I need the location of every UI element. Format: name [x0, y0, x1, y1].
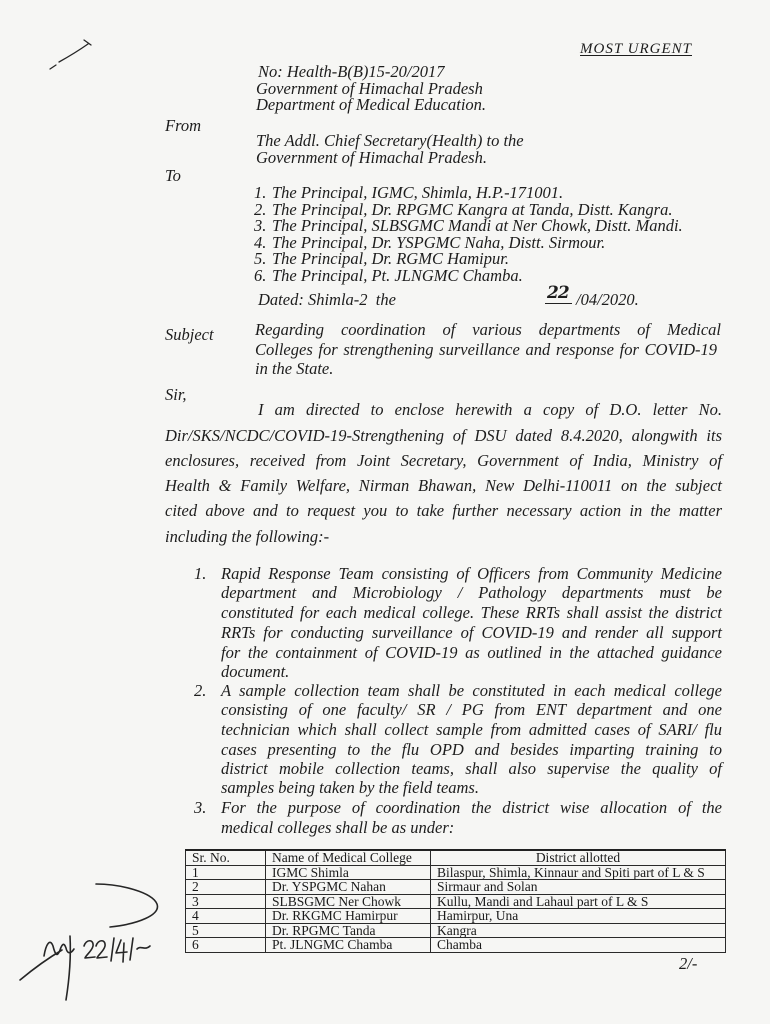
recipient-number: 1.	[254, 183, 267, 202]
subject-label: Subject	[165, 325, 214, 344]
allocation-table	[185, 849, 726, 953]
point-line: Rapid Response Team consisting of Officers from Community Medicine	[221, 564, 722, 583]
point-line: for the containment of COVID-19 as outlined in the attached guidance	[221, 643, 722, 662]
point-line: medical colleges shall be as under:	[221, 818, 455, 837]
point-line: A sample collection team shall be constituted in each medical college	[221, 681, 722, 700]
handwritten-signature	[20, 884, 157, 1000]
cell-district: Kangra	[431, 923, 726, 938]
dated-prefix: Dated: Shimla-2 the	[258, 290, 396, 309]
point-number: 2.	[194, 681, 207, 700]
cell-college: Dr. RKGMC Hamirpur	[266, 909, 431, 924]
recipient-item	[254, 267, 523, 285]
table-header-row	[186, 850, 726, 865]
point-number: 1.	[194, 564, 207, 583]
recipient-text: The Principal, Dr. RPGMC Kangra at Tanda, Distt. Kangra.	[272, 200, 673, 219]
salutation: Sir,	[165, 385, 187, 404]
to-label: To	[165, 166, 181, 185]
point-line: constituted for each medical college. These RRTs shall assist the district	[221, 603, 722, 622]
recipient-text: The Principal, Dr. YSPGMC Naha, Distt. Sirmour.	[272, 233, 606, 252]
point-line: For the purpose of coordination the district wise allocation of the	[221, 798, 722, 817]
cell-college: Pt. JLNGMC Chamba	[266, 938, 431, 953]
recipient-number: 2.	[254, 200, 267, 219]
cell-college: Dr. RPGMC Tanda	[266, 923, 431, 938]
recipient-text: The Principal, Pt. JLNGMC Chamba.	[272, 266, 523, 285]
header-district: District allotted	[431, 850, 726, 865]
cell-sr-no: 2	[186, 880, 266, 895]
recipient-text: The Principal, SLBSGMC Mandi at Ner Chowk, Distt. Mandi.	[272, 216, 683, 235]
point-line: RRTs for conducting surveillance of COVID-19 and render all support	[221, 623, 722, 642]
recipient-number: 4.	[254, 233, 267, 252]
cell-district: Bilaspur, Shimla, Kinnaur and Spiti part of L & S	[431, 865, 726, 880]
body-line: I am directed to enclose herewith a copy of D.O. letter No.	[258, 400, 722, 419]
recipient-number: 3.	[254, 216, 267, 235]
sender-line: Government of Himachal Pradesh.	[256, 148, 487, 167]
cell-sr-no: 4	[186, 909, 266, 924]
subject-line: Colleges for strengthening surveillance and response for COVID-19	[255, 340, 717, 359]
table-row	[186, 894, 726, 909]
table-row	[186, 923, 726, 938]
table-row	[186, 938, 726, 953]
recipient-text: The Principal, Dr. RGMC Hamipur.	[272, 249, 509, 268]
margin-tick-mark	[50, 40, 91, 69]
recipient-number: 6.	[254, 266, 267, 285]
point-line: cases presenting to the flu OPD and besides imparting training to	[221, 740, 722, 759]
point-line: consisting of one faculty/ SR / PG from ENT department and one	[221, 700, 722, 719]
cell-sr-no: 1	[186, 865, 266, 880]
point-line: samples being taken by the field teams.	[221, 778, 479, 797]
from-label: From	[165, 116, 202, 135]
priority-label: MOST URGENT	[580, 41, 692, 57]
cell-college: Dr. YSPGMC Nahan	[266, 880, 431, 895]
cell-sr-no: 6	[186, 938, 266, 953]
sender-line: The Addl. Chief Secretary(Health) to the	[256, 131, 524, 150]
point-line: technician which shall collect sample from admitted cases of SARI/ flu	[221, 720, 722, 739]
recipient-text: The Principal, IGMC, Shimla, H.P.-171001.	[272, 183, 564, 202]
dated-month-year: /04/2020.	[576, 290, 639, 309]
body-line: including the following:-	[165, 527, 330, 546]
recipient-number: 5.	[254, 249, 267, 268]
body-line: cited above and to request you to take further necessary action in the matter	[165, 501, 722, 520]
dated-day: 22	[545, 284, 572, 304]
cell-district: Sirmaur and Solan	[431, 880, 726, 895]
point-number: 3.	[194, 798, 207, 817]
issuer-line: Government of Himachal Pradesh	[256, 79, 483, 98]
cell-sr-no: 5	[186, 923, 266, 938]
cell-college: IGMC Shimla	[266, 865, 431, 880]
reference-number: No: Health-B(B)15-20/2017	[258, 62, 445, 81]
table-row	[186, 865, 726, 880]
cell-district: Chamba	[431, 938, 726, 953]
table-row	[186, 880, 726, 895]
body-line: Health & Family Welfare, Nirman Bhawan, New Delhi-110011 on the subject	[165, 476, 722, 495]
header-sr-no: Sr. No.	[186, 850, 266, 865]
subject-line: Regarding coordination of various departments of Medical	[255, 320, 721, 339]
cell-sr-no: 3	[186, 894, 266, 909]
page-continuation: 2/-	[679, 954, 698, 973]
point-line: district mobile collection teams, shall also supervise the quality of	[221, 759, 722, 778]
subject-line: in the State.	[255, 359, 334, 378]
point-line: department and Microbiology / Pathology departments must be	[221, 583, 722, 602]
cell-district: Hamirpur, Una	[431, 909, 726, 924]
cell-district: Kullu, Mandi and Lahaul part of L & S	[431, 894, 726, 909]
cell-college: SLBSGMC Ner Chowk	[266, 894, 431, 909]
issuer-line: Department of Medical Education.	[256, 95, 487, 114]
body-line: Dir/SKS/NCDC/COVID-19-Strengthening of DSU dated 8.4.2020, alongwith its	[165, 426, 722, 445]
body-line: enclosures, received from Joint Secretary, Government of India, Ministry of	[165, 451, 722, 470]
header-college: Name of Medical College	[266, 850, 431, 865]
table-row	[186, 909, 726, 924]
point-line: document.	[221, 662, 290, 681]
